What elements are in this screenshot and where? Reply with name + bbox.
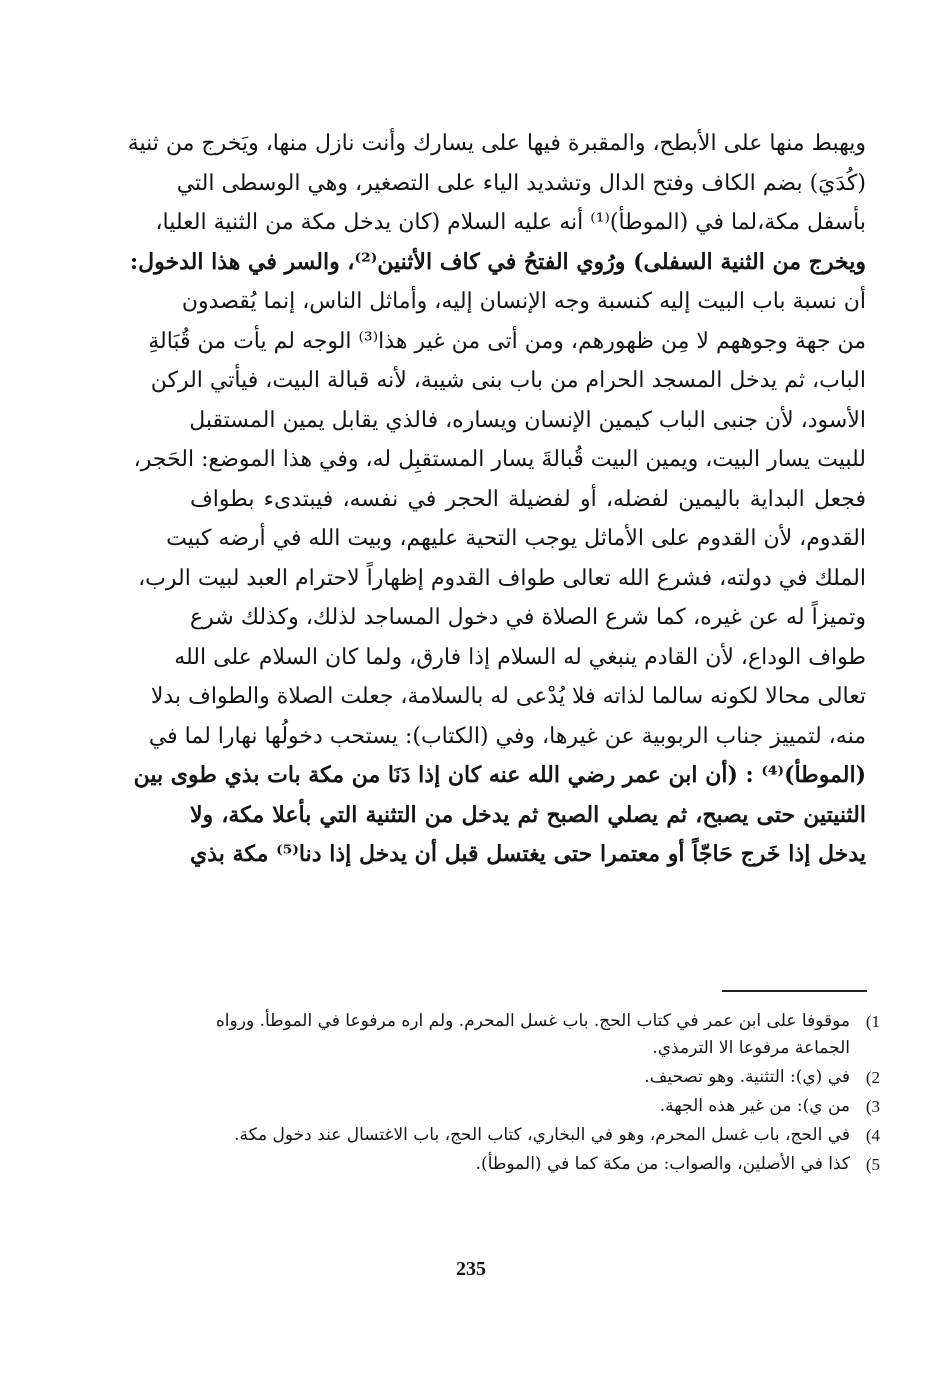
footnotes-block: [190, 1008, 880, 1180]
footnote-number: (3: [865, 1097, 880, 1116]
footnote-text: في الحج، باب غسل المحرم، وهو في البخاري، كتاب الحج، باب الاغتسال عند دخول مكة.: [234, 1125, 850, 1145]
text-line: منه، لتمييز جناب الربوبية عن غيرها، وفي (الكتاب): يستحب دخولُها نهارا لما في: [148, 723, 866, 749]
text-line: ويخرج من الثنية السفلى) ورُوي الفتحُ في كاف الأثنين⁽²⁾، والسر في هذا الدخول:: [130, 248, 866, 275]
text-line: طواف الوداع، لأن القادم ينبغي له السلام إذا فارق، ولما كان السلام على الله: [174, 644, 866, 670]
footnote: [190, 1151, 880, 1178]
text-line: ويهبط منها على الأبطح، والمقبرة فيها على يسارك وأنت نازل منها، ويَخرج من ثنية: [127, 131, 866, 156]
text-line: (كُدَيَ) بضم الكاف وفتح الدال وتشديد الياء على التصغير، وهي الوسطى التي: [176, 170, 866, 196]
text-line: فجعل البداية باليمين لفضله، أو لفضيلة الحجر في نفسه، فيبتدىء بطواف: [190, 486, 866, 512]
footnote-text: من ي): من غير هذه الجهة.: [659, 1096, 850, 1116]
text-line: الباب، ثم يدخل المسجد الحرام من باب بنى شيبة، لأنه قبالة البيت، فيأتي الركن: [150, 368, 866, 393]
text-line: القدوم، لأن القدوم على الأماثل يوجب التحية عليهم، وبيت الله في أرضه كبيت: [166, 526, 866, 551]
footnote: [190, 1093, 880, 1120]
text-line: تعالى محالا لكونه سالما لذاته فلا يُدْعى له بالسلامة، جعلت الصلاة والطواف بدلا: [150, 684, 866, 709]
footnote-text: كذا في الأصلين، والصواب: من مكة كما في (الموطأ).: [475, 1154, 850, 1174]
footnote-number: (4: [865, 1126, 880, 1145]
text-line: من جهة وجوههم لا مِن ظهورهم، ومن أتى من غير هذا⁽³⁾ الوجه لم يأت من قُبَالةِ: [148, 328, 866, 354]
page-number: 235: [456, 1258, 486, 1280]
footnote: [190, 1008, 880, 1062]
text-line: الملك في دولته، فشرع الله تعالى طواف القدوم إظهاراً لاحترام العبد لبيت الرب،: [138, 565, 866, 591]
text-line: الأسود، لأن جنبى الباب كيمين الإنسان ويساره، فالذي يقابل يمين المستقبل: [189, 407, 866, 433]
footnote-separator: [722, 990, 867, 992]
text-line: يدخل إذا خَرج حَاجّاً أو معتمرا حتى يغتسل قبل أن يدخل إذا دنا⁽⁵⁾ مكة بذي: [190, 841, 866, 867]
footnote: [190, 1122, 880, 1149]
text-line: للبيت يسار البيت، ويمين البيت قُبالةَ يسار المستقبِل له، وفي هذا الموضع: الحَجر،: [133, 447, 866, 472]
text-line: (الموطأ)⁽⁴⁾ : (أن ابن عمر رضي الله عنه كان إذا دَنَا من مكة بات بذي طوى بين: [133, 762, 866, 788]
text-line: أن نسبة باب البيت إليه كنسبة وجه الإنسان إليه، وأماثل الناس، إنما يُقصدون: [181, 289, 866, 314]
footnote-number: (2: [865, 1068, 880, 1087]
footnote-text: موقوفا على ابن عمر في كتاب الحج. باب غسل المحرم. ولم اره مرفوعا في الموطأ. ورواه الجماعة مرفوعا الا الترمذي.: [215, 1011, 850, 1058]
main-text-block: [127, 124, 866, 875]
footnote: [190, 1064, 880, 1091]
text-line: وتميزاً له عن غيره، كما شرع الصلاة في دخول المساجد لذلك، وكذلك شرع: [190, 605, 866, 630]
text-line: بأسفل مكة،لما في (الموطأ)⁽¹⁾ أنه عليه السلام (كان يدخل مكة من الثنية العليا،: [155, 210, 866, 235]
footnote-number: (1: [865, 1012, 880, 1031]
footnote-text: في (ي): التثنية. وهو تصحيف.: [644, 1067, 850, 1087]
text-line: الثنيتين حتى يصبح، ثم يصلي الصبح ثم يدخل من التثنية التي بأعلا مكة، ولا: [190, 801, 866, 828]
footnote-number: (5: [865, 1155, 880, 1174]
